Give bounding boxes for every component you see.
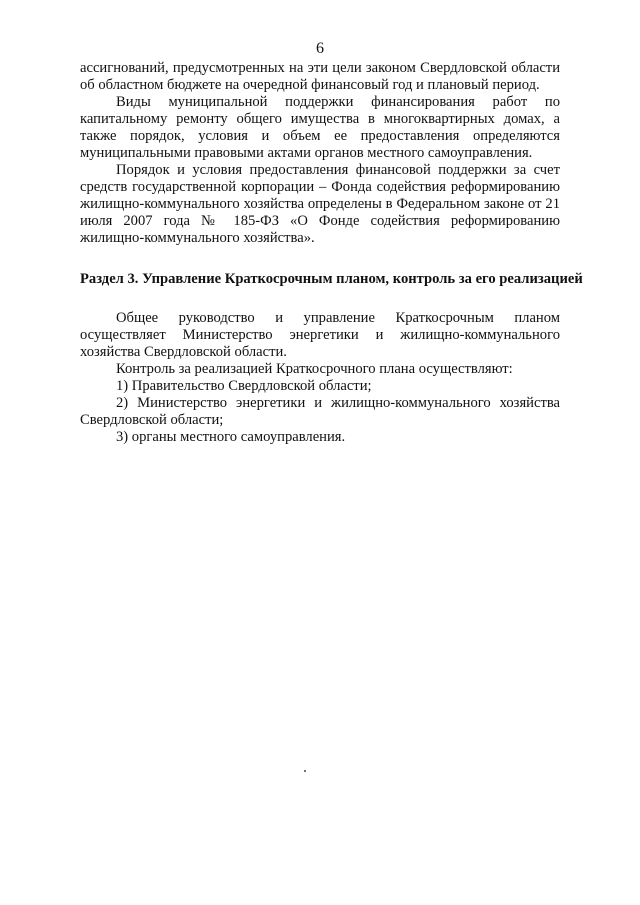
paragraph-municipal-support: Виды муниципальной поддержки финансирования работ по капитальному ремонту общего имущества в многоквартирных домах, а также порядок, условия и объем ее предоставления определяются муниципальными правовыми актами органов местного самоуправления. [80,94,560,161]
list-item: 1) Правительство Свердловской области; [116,378,372,394]
paragraph-fund-support: Порядок и условия предоставления финансовой поддержки за счет средств государственной корпорации – Фонда содействия реформированию жилищно-коммунального хозяйства определены в Федеральном законе от 21 июля 2007 года № 185-ФЗ «О Фонде содействия реформированию жилищно-коммунального хозяйства». [80,162,560,246]
paragraph-general-management: Общее руководство и управление Краткосрочным планом осуществляет Министерство энергетики и жилищно-коммунального хозяйства Свердловской области. [80,310,560,360]
page-number: 6 [316,40,324,57]
document-body [80,60,583,446]
section-heading: Раздел 3. Управление Краткосрочным планом, контроль за его реализацией [80,271,583,287]
paragraph-control-intro: Контроль за реализацией Краткосрочного плана осуществляют: [116,361,513,377]
list-item: 3) органы местного самоуправления. [116,429,346,445]
list-item: 2) Министерство энергетики и жилищно-коммунального хозяйства Свердловской области; [80,395,560,428]
paragraph-budget-continuation: ассигнований, предусмотренных на эти цели законом Свердловской области об областном бюджете на очередной финансовый год и плановый период. [80,60,560,93]
scan-speck [304,770,306,772]
